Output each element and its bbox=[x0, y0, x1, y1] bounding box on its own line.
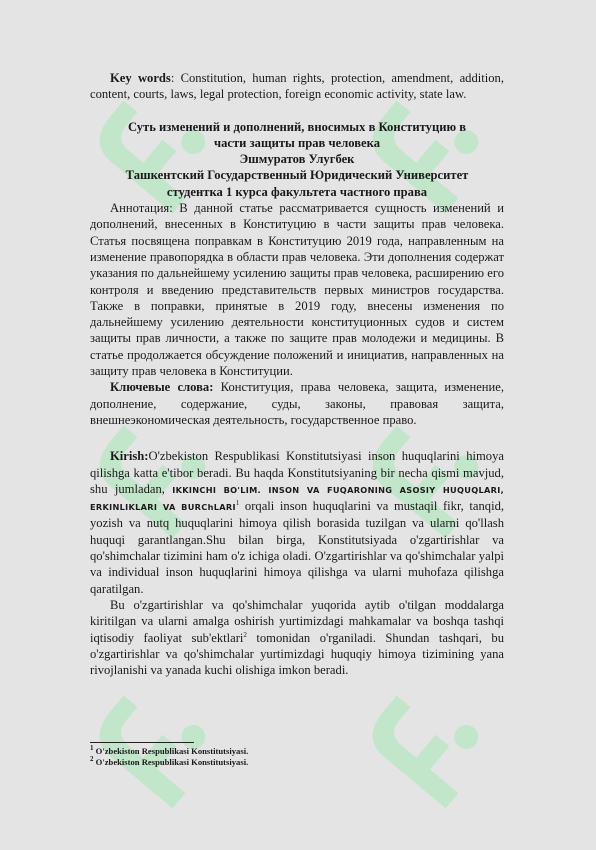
footnote-1: $^1$ O'zbekiston Respublikasi Konstitutsiyasi. bbox=[90, 744, 249, 756]
article-title-line-2: части защиты прав человека bbox=[214, 135, 380, 150]
keywords-russian bbox=[90, 379, 504, 428]
document-content bbox=[90, 70, 504, 678]
footnote-ref-2[interactable]: 2 bbox=[243, 630, 247, 639]
keywords-ru-label: Ключевые слова: bbox=[110, 380, 214, 395]
affiliation-line-2: студентка 1 курса факультета частного права bbox=[166, 184, 428, 199]
constitution-section-heading: IKKINCHI BO'LIM. INSON VA FUQARONING ASOSIY HUQUQLARI, ERKINLIKLARI VA BURChLARI bbox=[90, 484, 504, 513]
keywords-label: Key words bbox=[110, 71, 171, 85]
keywords-text: : Constitution, human rights, protection, amendment, addition, content, courts, laws, legal protection, foreign economic activity, state law. bbox=[90, 71, 504, 102]
affiliation-line-1: Ташкентский Государственный Юридический Университет bbox=[125, 168, 469, 183]
footnotes bbox=[90, 746, 504, 768]
footnote-2: $^2$ O'zbekiston Respublikasi Konstitutsiyasi. bbox=[90, 755, 249, 767]
article-title-line-1: Суть изменений и дополнений, вносимых в Конституцию в bbox=[127, 119, 467, 134]
introduction-label: Kirish: bbox=[110, 449, 149, 464]
footnote-ref-1[interactable]: 1 bbox=[235, 498, 240, 507]
annotation-paragraph: Аннотация: В данной статье рассматривается сущность изменений и дополнений, внесенных в Конституцию в части защиты прав человека. Статья посвящена поправкам в Конституцию 2019 года, направленным на изменение правопорядка в области прав человека. Эти дополнения содержат указания по дальнейшему усилению защиты прав человека, расширению его контроля и введению представительств первых министров государства. Также в поправки, принятые в 2019 году, внесены изменения по дальнейшему усилению деятельности конституционных судов и систем защиты прав личности, а также по защите прав молодежи и медицины. В статье продолжается обсуждение положений и инициатив, направленных на защиту прав человека в Конституции. bbox=[90, 201, 504, 379]
keywords-english bbox=[90, 70, 504, 103]
footnote-separator bbox=[90, 742, 194, 743]
body-paragraph-1: Kirish:O'zbekiston Respublikasi Konstitutsiyasi inson huquqlarini himoya qilishga katta e'tibor beradi. Bu haqda Konstitutsiyaning bir necha qismi mavjud, shu jumladan, IKKINCHI BO'LIM. INSON VA FUQARONING ASOSIY HUQUQLARI, ERKINLIKLARI VA BURChLARI$^1$ orqali inson huquqlarini va mustaqil fikr, tanqid, yozish va nutq huquqlarini himoya qilish borasida tuzilgan va ularni qo'llash huquqi garantlangan.Shu bilan birga, Konstitutsiyada o'zgartirishlar va qo'shimchalar tizimini ham o'z ichiga oladi. O'zgartirishlar va qo'shimchalar yalpi va individual inson huquqlarini himoya qilishga va ularni muhofaza qilishga qaratilgan. bbox=[90, 449, 505, 596]
body-paragraph-2: Bu o'zgartirishlar va qo'shimchalar yuqorida aytib o'tilgan moddalarga kiritilgan va ularni amalga oshirish yurtimizdagi mahkamalar va boshqa tashqi iqtisodiy faoliyat sub'ektlari$^2$ tomonidan o'rganiladi. Shundan tashqari, bu o'zgartirishlar va qo'shimchalar yurtimizdagi huquqiy himoya tizimining yana rivojlanishi va yanada kuchi olishiga imkon beradi. bbox=[90, 597, 505, 678]
keywords-ru-text: Конституция, права человека, защита, изменение, дополнение, содержание, суды, законы, правовая защита, внешнеэкономическая деятельность, государственное право. bbox=[90, 380, 505, 427]
author-name: Эшмуратов Улугбек bbox=[239, 152, 355, 167]
